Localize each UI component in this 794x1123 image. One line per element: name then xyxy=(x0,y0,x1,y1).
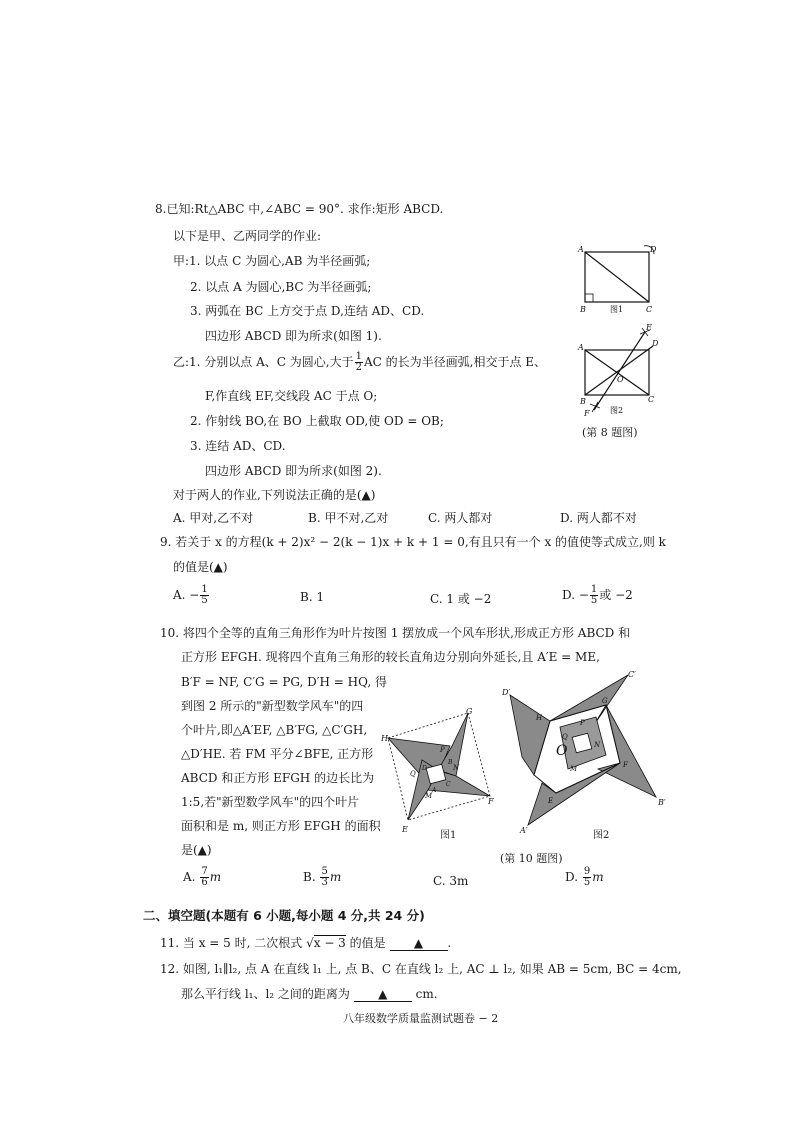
svg-text:P: P xyxy=(440,746,445,754)
q8-figure-2 xyxy=(585,328,653,412)
sqrt-radical: √x − 3 xyxy=(306,936,346,950)
q10-option-d xyxy=(565,867,604,888)
fraction-half xyxy=(355,352,363,373)
svg-text:C′: C′ xyxy=(628,670,636,679)
page-footer: 八年级数学质量监测试题卷 − 2 xyxy=(343,1012,499,1025)
svg-text:F: F xyxy=(584,409,590,418)
option-suffix: m xyxy=(329,870,342,884)
q11-answer-blank[interactable]: ▲ xyxy=(390,936,448,951)
q10-line-4: 到图 2 所示的"新型数学风车"的四 xyxy=(181,699,364,713)
svg-text:B: B xyxy=(580,305,586,314)
q8-jia-3: 3. 两弧在 BC 上方交于点 D,连结 AD、CD. xyxy=(190,304,425,318)
q9-option-b: B. 1 xyxy=(300,590,325,604)
svg-text:N: N xyxy=(453,764,460,772)
svg-text:H: H xyxy=(536,714,543,722)
svg-text:D: D xyxy=(650,245,657,254)
svg-text:G: G xyxy=(466,708,473,716)
q10-line-2: 正方形 EFGH. 现将四个直角三角形的较长直角边分别向外延长,且 A′E = ME, xyxy=(181,650,600,664)
q10-option-c: C. 3m xyxy=(433,874,469,888)
q9-option-c: C. 1 或 −2 xyxy=(430,592,492,606)
svg-text:M: M xyxy=(425,792,433,800)
svg-text:E: E xyxy=(402,825,408,834)
section-2-title: 二、填空题(本题有 6 小题,每小题 4 分,共 24 分) xyxy=(143,908,425,923)
frac-den: 5 xyxy=(583,877,591,888)
q8-option-c: C. 两人都对 xyxy=(428,511,493,525)
q8-figure-caption: (第 8 题图) xyxy=(582,426,638,439)
q8-yi-3: 2. 作射线 BO,在 BO 上截取 OD,使 OD = OB; xyxy=(190,414,444,428)
q10-line-6: △D′HE. 若 FM 平分∠BFE, 正方形 xyxy=(181,747,374,761)
q8-figures xyxy=(570,240,670,440)
q10-option-b xyxy=(303,867,341,888)
fraction xyxy=(590,585,598,606)
q10-line-3: B′F = NF, C′G = PG, D′H = HQ, 得 xyxy=(181,675,388,689)
q10-option-a xyxy=(183,867,221,888)
svg-text:A′: A′ xyxy=(520,826,528,835)
frac-den: 5 xyxy=(201,595,208,606)
q10-line-9: 面积和是 m, 则正方形 EFGH 的面积 xyxy=(181,819,381,833)
frac-den: 2 xyxy=(355,362,362,373)
fraction xyxy=(200,585,208,606)
q8-fig2-label: 图2 xyxy=(610,406,624,415)
q11-post: 的值是 xyxy=(349,936,386,950)
q11-pre: 11. 当 x = 5 时, 二次根式 xyxy=(160,936,303,950)
q10-line-7: ABCD 和正方形 EFGH 的边长比为 xyxy=(181,771,375,785)
q8-yi-2: F,作直线 EF,交线段 AC 于点 O; xyxy=(205,389,378,403)
q8-jia-4: 四边形 ABCD 即为所求(如图 1). xyxy=(205,329,382,343)
svg-text:O: O xyxy=(617,375,624,384)
q8-intro: 以下是甲、乙两同学的作业: xyxy=(173,229,322,243)
q8-yi-1-pre: 乙:1. 分别以点 A、C 为圆心,大于 xyxy=(173,355,354,369)
q12-line-2-pre: 那么平行线 l₁、l₂ 之间的距离为 xyxy=(181,987,350,1001)
q12-line-2 xyxy=(181,985,438,1002)
q8-jia-1: 甲:1. 以点 C 为圆心,AB 为半径画弧; xyxy=(173,254,371,268)
q12-unit: cm. xyxy=(415,987,438,1001)
q8-option-b: B. 甲不对,乙对 xyxy=(308,511,389,525)
sqrt-radicand: x − 3 xyxy=(313,936,346,950)
svg-text:B: B xyxy=(580,397,586,406)
q8-title: 8.已知:Rt△ABC 中,∠ABC = 90°. 求作:矩形 ABCD. xyxy=(155,202,444,216)
svg-text:B′: B′ xyxy=(658,798,666,807)
q11: 11. 当 x = 5 时, 二次根式 √x − 3 的值是 ▲ . xyxy=(160,936,452,950)
svg-text:M: M xyxy=(570,765,578,773)
frac-num: 1 xyxy=(590,584,598,595)
q10-figure-1 xyxy=(380,708,495,843)
q8-option-d: D. 两人都不对 xyxy=(560,511,637,525)
fraction xyxy=(320,867,328,888)
svg-text:E: E xyxy=(548,797,554,805)
q10-line-8: 1:5,若"新型数学风车"的四个叶片 xyxy=(181,795,360,809)
q9-option-d-prefix: D. − xyxy=(562,588,589,602)
q8-yi-1 xyxy=(173,352,546,373)
q10-fig1-label: 图1 xyxy=(440,830,457,841)
frac-num: 7 xyxy=(201,866,208,877)
svg-text:C: C xyxy=(446,781,451,788)
frac-num: 9 xyxy=(583,866,591,877)
fraction xyxy=(200,867,208,888)
option-prefix: A. xyxy=(183,870,196,884)
q8-yi-4: 3. 连结 AD、CD. xyxy=(190,439,286,453)
q9-option-a-prefix: A. − xyxy=(173,588,200,602)
option-suffix: m xyxy=(209,870,222,884)
svg-text:Q: Q xyxy=(410,770,416,778)
svg-text:B: B xyxy=(448,759,453,766)
svg-text:P: P xyxy=(580,719,585,727)
svg-text:O: O xyxy=(556,743,568,759)
frac-num: 5 xyxy=(321,866,328,877)
option-suffix: m xyxy=(592,870,604,884)
svg-text:A: A xyxy=(432,787,437,794)
q8-yi-5: 四边形 ABCD 即为所求(如图 2). xyxy=(205,464,382,478)
svg-text:H: H xyxy=(381,734,388,743)
svg-text:F: F xyxy=(623,761,628,769)
q9-option-d-suffix: 或 −2 xyxy=(599,588,633,602)
svg-text:C: C xyxy=(646,305,653,314)
q10-fig2-label: 图2 xyxy=(593,830,610,841)
svg-text:A: A xyxy=(578,245,584,254)
q10-line-10: 是(▲) xyxy=(181,843,212,857)
q8-yi-1-post: AC 的长为半径画弧,相交于点 E、 xyxy=(363,355,547,369)
svg-text:Q: Q xyxy=(562,733,568,741)
q9-line-2: 的值是(▲) xyxy=(173,560,228,574)
svg-text:E: E xyxy=(646,323,652,332)
svg-text:D′: D′ xyxy=(502,688,511,697)
q10-line-5: 个叶片,即△A′EF, △B′FG, △C′GH, xyxy=(181,723,368,737)
q10-figure-caption: (第 10 题图) xyxy=(500,852,563,865)
svg-text:C: C xyxy=(648,395,655,404)
fraction xyxy=(583,867,591,888)
frac-den: 6 xyxy=(201,877,208,888)
q8-figure-1 xyxy=(585,246,654,302)
q8-jia-2: 2. 以点 A 为圆心,BC 为半径画弧; xyxy=(190,280,372,294)
q8-fig1-label: 图1 xyxy=(610,305,624,314)
q9-option-d xyxy=(562,585,633,606)
q12-line-1: 12. 如图, l₁∥l₂, 点 A 在直线 l₁ 上, 点 B、C 在直线 l₂ 上, AC ⊥ l₂, 如果 AB = 5cm, BC = 4cm, xyxy=(160,962,682,976)
option-prefix: D. xyxy=(565,870,579,884)
q8-question: 对于两人的作业,下列说法正确的是(▲) xyxy=(173,488,376,502)
frac-den: 3 xyxy=(321,877,328,888)
frac-num: 1 xyxy=(355,351,362,362)
svg-text:F: F xyxy=(488,797,494,806)
svg-text:G: G xyxy=(602,697,608,705)
option-prefix: B. xyxy=(303,870,316,884)
q10-figure-2 xyxy=(498,665,678,840)
svg-text:D: D xyxy=(422,765,427,772)
svg-text:N: N xyxy=(594,741,601,749)
frac-num: 1 xyxy=(201,584,208,595)
svg-text:A: A xyxy=(578,343,584,352)
frac-den: 5 xyxy=(590,595,598,606)
q10-line-1: 10. 将四个全等的直角三角形作为叶片按图 1 摆放成一个风车形状,形成正方形 ABCD 和 xyxy=(160,626,631,640)
q8-option-a: A. 甲对,乙不对 xyxy=(173,511,254,525)
svg-text:D: D xyxy=(652,339,659,348)
q9-option-a xyxy=(173,585,210,606)
q12-answer-blank[interactable]: ▲ xyxy=(354,987,412,1002)
q9-line-1: 9. 若关于 x 的方程(k + 2)x² − 2(k − 1)x + k + 1 = 0,有且只有一个 x 的值使等式成立,则 k xyxy=(160,535,666,549)
